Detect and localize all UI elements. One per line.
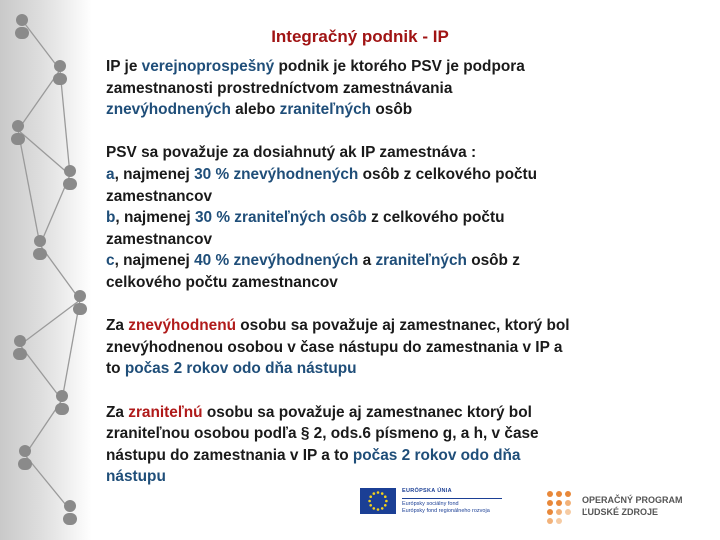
text-segment: , najmenej (114, 165, 195, 183)
page-title: Integračný podnik - IP (271, 27, 449, 46)
list-letter: b (106, 209, 116, 227)
eu-title: EURÓPSKA ÚNIA (402, 488, 452, 494)
text-segment: osobu sa považuje aj zamestnanec ktorý bol (202, 403, 532, 421)
paragraph-2-line-6 (106, 250, 666, 272)
highlight-term: počas 2 rokov odo dňa nástupu (124, 360, 357, 378)
paragraph-4-line-2: zraniteľnou osobou podľa § 2, ods.6 písmeno g, a h, v čase (106, 425, 539, 443)
text-segment: to (106, 360, 125, 378)
list-letter: c (106, 252, 115, 270)
paragraph-4-line-1 (106, 402, 666, 424)
text-segment: podnik je ktorého PSV je podpora (274, 58, 525, 75)
list-letter: a (106, 165, 115, 183)
highlight-term: 30 % zraniteľných osôb (194, 209, 367, 227)
text-segment: osôb (371, 101, 413, 119)
text-segment: IP je (106, 58, 142, 75)
text-segment: alebo (230, 101, 280, 119)
highlight-term: 40 % znevýhodnených (194, 252, 359, 270)
text-segment: , najmenej (114, 252, 195, 270)
highlight-term: počas 2 rokov odo dňa (352, 446, 521, 464)
highlight-term: zraniteľných (279, 101, 372, 119)
highlight-term: znevýhodnenú (128, 317, 236, 335)
people-network-graphic (0, 0, 92, 540)
text-segment: osôb z celkového počtu (358, 165, 538, 183)
paragraph-2-line-7: celkového počtu zamestnancov (106, 273, 338, 291)
paragraph-2-line-2 (106, 164, 666, 186)
eu-logo-text (402, 488, 502, 516)
op-line-2: ĽUDSKÉ ZDROJE (582, 507, 659, 517)
decorative-people-network-background (0, 0, 92, 540)
text-segment: osôb z (466, 252, 520, 270)
eu-fund-esf: Európsky sociálny fond (402, 500, 459, 507)
paragraph-1-line-3 (106, 99, 666, 121)
eu-flag-icon (360, 488, 396, 514)
paragraph-1-line-2: zamestnanosti prostredníctvom zamestnávania (106, 79, 453, 97)
paragraph-3-line-1 (106, 315, 666, 337)
paragraph-2-line-5: zamestnancov (106, 230, 213, 248)
paragraph-2-line-1: PSV sa považuje za dosiahnutý ak IP zamestnáva : (106, 144, 477, 162)
text-segment: osobu sa považuje aj zamestnanec, ktorý bol (236, 317, 570, 335)
highlight-term: 30 % znevýhodnených (194, 165, 359, 183)
paragraph-3-line-3 (106, 358, 666, 380)
text-segment: nástupu do zamestnania v IP a to (106, 446, 353, 464)
paragraph-3-line-2: znevýhodnenou osobou v čase nástupu do zamestnania v IP a (106, 338, 563, 356)
text-segment: z celkového počtu (366, 209, 505, 227)
highlight-term: znevýhodnených (106, 101, 231, 119)
operacny-program-logo-text (582, 494, 683, 518)
highlight-term: zraniteľných (375, 252, 467, 270)
paragraph-4-line-4: nástupu (106, 468, 166, 486)
op-line-1: OPERAČNÝ PROGRAM (582, 495, 683, 505)
eu-fund-erdf: Európsky fond regionálneho rozvoja (402, 508, 490, 514)
text-segment: Za (106, 403, 129, 421)
paragraph-1-line-1 (106, 56, 666, 78)
paragraph-4-line-3 (106, 445, 666, 467)
operacny-program-logo-icon (546, 490, 574, 524)
text-segment: Za (106, 317, 129, 335)
text-segment: , najmenej (115, 209, 195, 227)
text-segment: a (358, 252, 376, 270)
paragraph-2-line-3: zamestnancov (106, 187, 213, 205)
footer-logos (360, 486, 700, 530)
highlight-term: verejnoprospešný (141, 58, 275, 75)
highlight-term: zraniteľnú (128, 403, 203, 421)
main-text (106, 56, 666, 488)
paragraph-2-line-4 (106, 207, 666, 229)
